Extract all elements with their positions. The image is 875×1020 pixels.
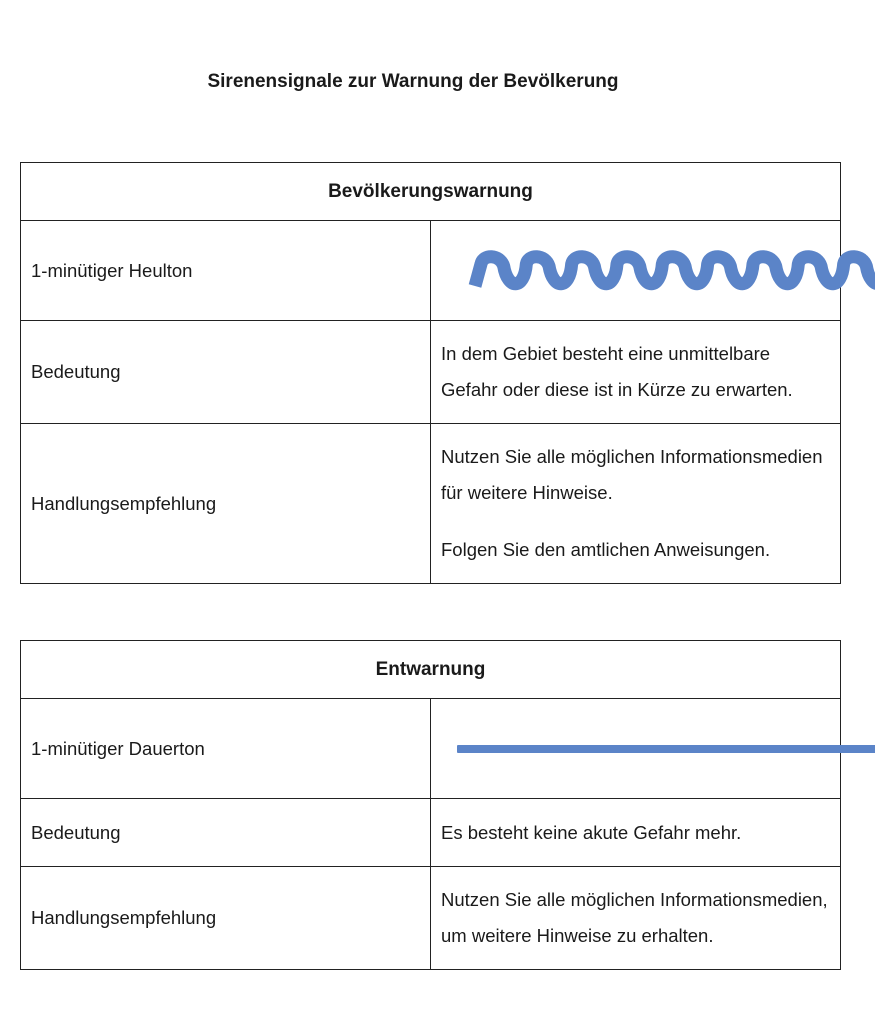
signal-graphic-cell [431,221,841,321]
action-row [21,867,841,970]
action-text: Nutzen Sie alle möglichen Informationsmedien, um weitere Hinweise zu erhalten. [441,889,828,946]
table-heading: Bevölkerungswarnung [21,163,841,221]
meaning-row [21,321,841,424]
signal-graphic-cell [431,699,841,799]
table-header-row [21,163,841,221]
signal-row [21,699,841,799]
action-cell [431,867,841,970]
meaning-text: Es besteht keine akute Gefahr mehr. [441,821,742,843]
warning-signal-table [20,162,841,584]
page-title: Sirenensignale zur Warnung der Bevölkerung [207,71,619,92]
meaning-text: In dem Gebiet besteht eine unmittelbare Gefahr oder diese ist in Kürze zu erwarten. [441,343,793,400]
table-heading: Entwarnung [21,641,841,699]
wavy-line-icon [441,246,875,296]
meaning-cell [431,799,841,867]
action-row [21,424,841,584]
table-header-row [21,641,841,699]
signal-label: 1-minütiger Heulton [21,221,431,321]
action-text: Folgen Sie den amtlichen Anweisungen. [441,539,771,560]
meaning-row [21,799,841,867]
action-label: Handlungsempfehlung [21,424,431,584]
signal-label: 1-minütiger Dauerton [21,699,431,799]
action-label: Handlungsempfehlung [21,867,431,970]
meaning-label: Bedeutung [21,321,431,424]
meaning-label: Bedeutung [21,799,431,867]
action-text: Nutzen Sie alle möglichen Informationsmedien für weitere Hinweise. [441,446,823,503]
all-clear-signal-table [20,640,841,970]
signal-row [21,221,841,321]
straight-line-icon [441,739,875,759]
action-cell [431,424,841,584]
meaning-cell [431,321,841,424]
